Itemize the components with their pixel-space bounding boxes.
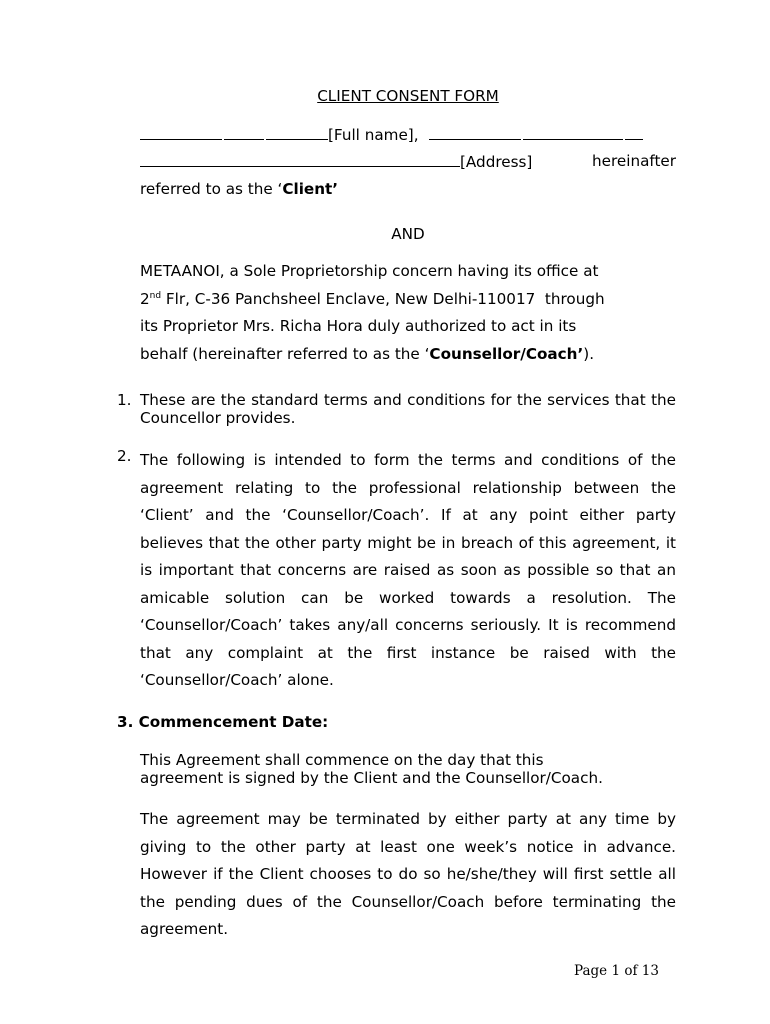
- address-line: [140, 152, 676, 171]
- party2-floor-num: 2: [140, 290, 150, 308]
- name-blank-1[interactable]: [140, 125, 222, 140]
- page-title: CLIENT CONSENT FORM: [317, 87, 499, 105]
- party2-line3-text: its Proprietor Mrs. Richa Hora duly authorized to act in its: [140, 317, 577, 335]
- referred-text: referred to as the ‘: [140, 180, 283, 198]
- party2-line4: [140, 345, 676, 363]
- full-name-label: [Full name],: [328, 126, 419, 144]
- party2-line1: [140, 262, 676, 280]
- party2-line4-text: behalf (hereinafter referred to as the ‘: [140, 345, 430, 363]
- party2-floor-suffix: nd: [149, 291, 162, 301]
- name-blank-5[interactable]: [523, 125, 623, 140]
- full-name-line: [140, 125, 676, 144]
- party2-line2: [140, 290, 676, 308]
- section-3-heading: 3. Commencement Date:: [117, 713, 329, 731]
- counsellor-term: Counsellor/Coach’: [429, 345, 584, 363]
- party2-line1-text: METAANOI, a Sole Proprietorship concern having its office at: [140, 262, 599, 280]
- item-1-number: 1.: [117, 391, 132, 409]
- referred-line: [140, 180, 676, 198]
- party2-line3: [140, 317, 676, 335]
- item-1-text: These are the standard terms and conditions for the services that the Councellor provides.: [140, 391, 676, 427]
- address-blank[interactable]: [140, 152, 460, 167]
- party2-address-text: Flr, C-36 Panchsheel Enclave, New Delhi-110017 through: [161, 290, 605, 308]
- hereinafter-text: hereinafter: [592, 152, 676, 170]
- section-3-para-1: This Agreement shall commence on the day that this agreement is signed by the Client and the Counsellor/Coach.: [140, 751, 603, 787]
- and-separator: AND: [391, 225, 425, 243]
- name-blank-2[interactable]: [224, 125, 264, 140]
- address-label: [Address]: [460, 153, 533, 171]
- name-blank-3[interactable]: [266, 125, 328, 140]
- page-number: Page 1 of 13: [574, 963, 659, 979]
- name-blank-4[interactable]: [429, 125, 521, 140]
- item-2-number: 2.: [117, 447, 132, 465]
- item-2-text: The following is intended to form the terms and conditions of the agreement relating to the professional relationship between the ‘Client’ and the ‘Counsellor/Coach’. If at any point either party believes that the other party might be in breach of this agreement, it is important that concerns are raised as soon as possible so that an amicable solution can be worked towards a resolution. The ‘Counsellor/Coach’ takes any/all concerns seriously. It is recommend that any complaint at the first instance be raised with the ‘Counsellor/Coach’ alone.: [140, 451, 676, 689]
- section-3-para-2: The agreement may be terminated by either party at any time by giving to the other party at least one week’s notice in advance. However if the Client chooses to do so he/she/they will first settle all the pending dues of the Counsellor/Coach before terminating the agreement.: [140, 810, 676, 938]
- party2-line4-end: ).: [583, 345, 595, 363]
- client-term: Client’: [282, 180, 339, 198]
- name-blank-6[interactable]: [625, 125, 643, 140]
